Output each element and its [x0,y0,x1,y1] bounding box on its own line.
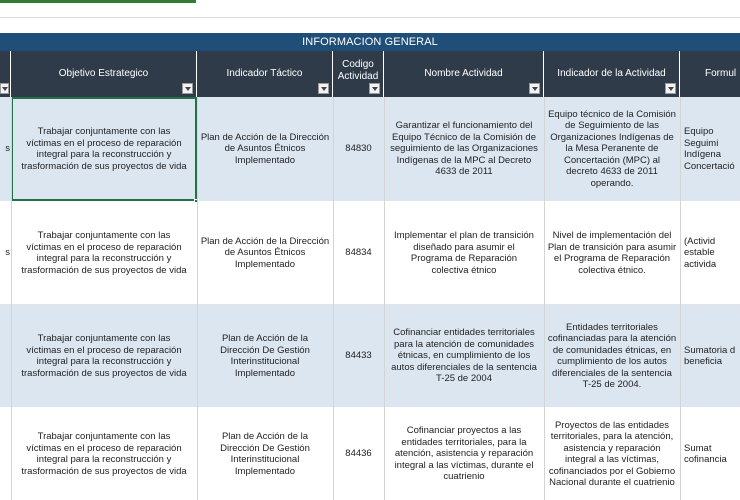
column-label: Indicador de la Actividad [557,68,666,79]
cell-formula[interactable]: Sumat cofinancia [684,442,727,465]
cell-indicador-actividad[interactable]: Nivel de implementación del Plan de transición para asumir el Programa de Reparación colectiva étnico. [547,230,677,276]
column-label: Formul [705,68,737,79]
column-label: Nombre Actividad [424,68,503,79]
cell-nombre-actividad[interactable]: Garantizar el funcionamiento del Equipo Técnico de la Comisión de seguimiento de las Organizaciones Indígenas de la MPC al Decreto 4633 de 2011 [390,120,538,178]
table-row [0,97,740,202]
column-label: Indicador Táctico [226,68,303,79]
cell-objetivo[interactable]: Trabajar conjuntamente con las víctimas en el proceso de reparación integral para la reconstrucción y trasformación de sus proyectos de vida [11,97,197,201]
cell-codigo[interactable]: 84436 [345,448,372,460]
table-row [0,202,740,305]
toolbar-area [0,0,740,32]
cell-codigo[interactable]: 84830 [345,143,372,155]
column-label: Objetivo Estrategico [58,68,149,79]
grid-line [333,97,334,500]
filter-dropdown-icon[interactable] [182,83,193,94]
column-header-codigo[interactable] [333,51,384,97]
table-row [0,408,740,500]
banner-title: INFORMACION GENERAL [302,36,438,48]
cell-indicador-tactico[interactable]: Plan de Acción de la Dirección De Gestión Interinstitucional Implementado [220,431,310,477]
column-header-formula[interactable] [680,51,740,97]
cell-nombre-actividad[interactable]: Implementar el plan de transición diseñado para asumir el Programa de Reparación colectiva étnico [394,230,534,276]
cell-indicador-tactico[interactable]: Plan de Acción de la Dirección de Asuntos Étnicos Implementado [200,235,330,270]
ribbon-accent [0,0,196,3]
cell-formula[interactable]: (Activid estable activida [684,235,717,270]
grid-line [11,97,12,500]
header-row [0,51,740,97]
grid-line [384,97,385,500]
column-header-indicador-tactico[interactable] [197,51,333,97]
cell-codigo[interactable]: 84834 [345,247,372,259]
table-row [0,305,740,408]
column-header-edge[interactable] [0,51,11,97]
cell-formula[interactable]: Equipo Seguimi Indígena Concertació [684,126,735,172]
column-header-indicador-actividad[interactable] [544,51,680,97]
cell-indicador-actividad[interactable]: Equipo técnico de la Comisión de Seguimiento de las Organizaciones Indígenas de la Mesa Peranente de Concertación (MPC) al decreto 4633 de 2011 operando. [548,108,676,189]
cell-objetivo[interactable]: Trabajar conjuntamente con las víctimas en el proceso de reparación integral para la reconstrucción y trasformación de sus proyectos de vida [21,230,187,276]
cell-indicador-actividad[interactable]: Proyectos de las entidades territoriales, para la atención, asistencia y reparación integral a las víctimas, cofinanciados por el Gobierno Nacional durante el cuatrienio [548,419,676,488]
column-header-nombre-actividad[interactable] [384,51,544,97]
cell-indicador-tactico[interactable]: Plan de Acción de la Dirección de Asuntos Étnicos Implementado [200,131,330,166]
cell-indicador-tactico[interactable]: Plan de Acción de la Dirección De Gestión Interinstitucional Implementado [220,333,310,379]
cell-formula[interactable]: Sumatoria d beneficia [684,344,736,367]
cell-codigo[interactable]: 84433 [345,350,372,362]
grid-line [544,97,545,500]
grid-line [680,97,681,500]
cell-objetivo[interactable]: Trabajar conjuntamente con las víctimas en el proceso de reparación integral para la reconstrucción y trasformación de sus proyectos de vida [21,431,187,477]
cell-nombre-actividad[interactable]: Cofinanciar entidades territoriales para la atención de comunidades étnicas, en cumplimiento de los autos diferenciales de la sentencia T-25 de 2004 [391,327,537,385]
column-header-objetivo[interactable] [11,51,197,97]
row-edge-cell[interactable]: s [5,143,10,155]
row-edge-cell[interactable]: s [5,247,10,259]
column-label: Codigo Actividad [337,59,379,82]
cell-objetivo[interactable]: Trabajar conjuntamente con las víctimas en el proceso de reparación integral para la reconstrucción y trasformación de sus proyectos de vida [21,333,187,379]
filter-dropdown-icon[interactable] [0,83,9,94]
section-banner [0,33,740,51]
row-edge-cell[interactable] [0,408,11,500]
cell-indicador-actividad[interactable]: Entidades territoriales cofinanciadas para la atención de comunidades étnicas, en cumplimiento de los autos diferenciales de la sentencia T-25 de 2004. [547,321,677,390]
filter-dropdown-icon[interactable] [529,83,540,94]
filter-dropdown-icon[interactable] [665,83,676,94]
cell-nombre-actividad[interactable]: Cofinanciar proyectos a las entidades territoriales, para la atención, asistencia y reparación integral a las víctimas, durante el cuatrienio [394,425,534,483]
row-edge-cell[interactable] [0,305,11,407]
filter-dropdown-icon[interactable] [369,83,380,94]
grid-line [197,97,198,500]
formula-bar-divider [0,17,740,18]
filter-dropdown-icon[interactable] [318,83,329,94]
